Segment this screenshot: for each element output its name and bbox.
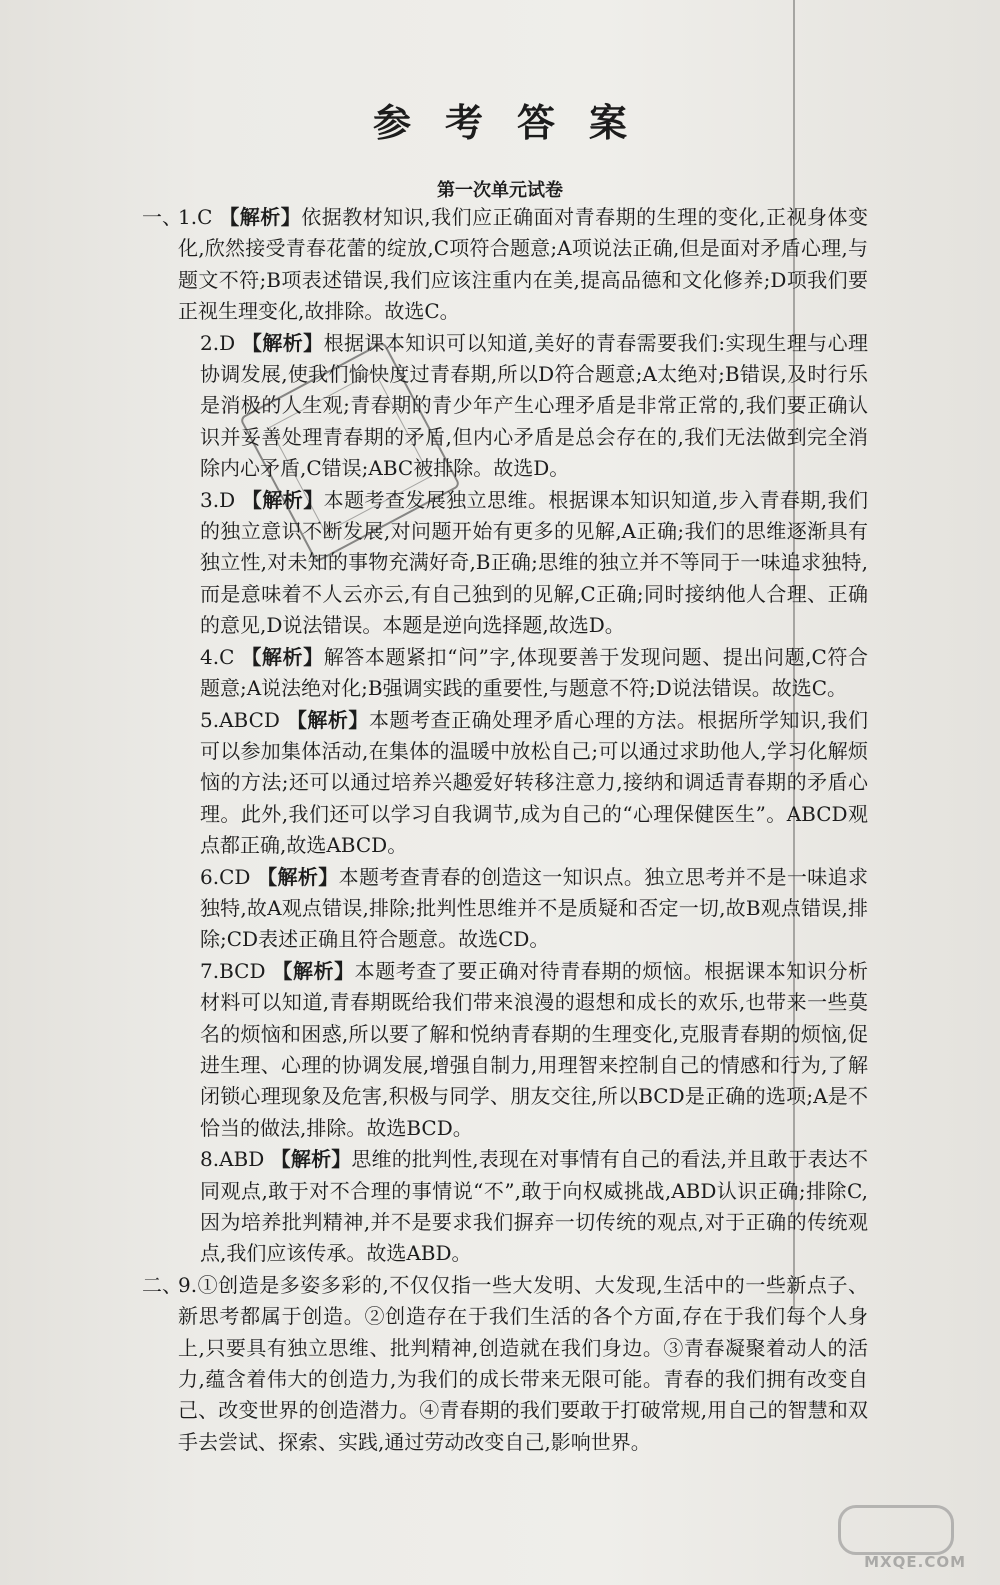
answer-item-6: [178, 862, 868, 956]
section-prefix: 二、: [142, 1272, 182, 1297]
answer-number: 4.C: [200, 644, 235, 669]
section-one: [142, 202, 869, 1270]
answer-item-9: [178, 1270, 868, 1458]
answer-number: 5.ABCD: [200, 707, 280, 732]
analysis-tag: 【解析】: [270, 1147, 352, 1172]
answer-text: 本题考查发展独立思维。根据课本知识知道,步入青春期,我们的独立意识不断发展,对问题开始有更多的见解,A正确;我们的思维逐渐具有独立性,对未知的事物充满好奇,B正确;思维的独立并不等同于一味追求独特,而是意味着不人云亦云,有自己独到的见解,C正确;同时接纳他人合理、正确的意见,D说法错误。本题是逆向选择题,故选D。: [200, 487, 869, 638]
page-title: 参考答案: [372, 100, 661, 145]
answer-text: 解答本题紧扣“问”字,体现要善于发现问题、提出问题,C符合题意;A说法绝对化;B强调实践的重要性,与题意不符;D说法错误。故选C。: [200, 644, 869, 701]
answer-item-8: [178, 1144, 868, 1270]
watermark-logo: [838, 1505, 954, 1555]
answer-number: 7.BCD: [200, 958, 266, 983]
watermark-text: MXQE.COM: [864, 1553, 966, 1571]
section-two: [142, 1270, 868, 1458]
answer-number: 9.: [178, 1272, 198, 1297]
answer-item-5: [178, 705, 868, 862]
answer-number: 2.D: [200, 330, 236, 355]
site-watermark: [822, 1505, 972, 1575]
answer-item-3: [178, 485, 868, 642]
answer-item-7: [178, 956, 868, 1144]
analysis-tag: 【解析】: [241, 487, 324, 512]
answer-text: 本题考查了要正确对待青春期的烦恼。根据课本知识分析材料可以知道,青春期既给我们带来浪漫的遐想和成长的欢乐,也带来一些莫名的烦恼和困惑,所以要了解和悦纳青春期的生理变化,克服青春期的烦恼,促进生理、心理的协调发展,增强自制力,用理智来控制自己的情感和行为,了解闭锁心理现象及危害,积极与同学、朋友交往,所以BCD是正确的选项;A是不恰当的做法,排除。故选BCD。: [200, 958, 869, 1140]
answer-text: 本题考查正确处理矛盾心理的方法。根据所学知识,我们可以参加集体活动,在集体的温暖中放松自己;可以通过求助他人,学习化解烦恼的方法;还可以通过培养兴趣爱好转移注意力,接纳和调适青春期的矛盾心理。此外,我们还可以学习自我调节,成为自己的“心理保健医生”。ABCD观点都正确,故选ABCD。: [200, 707, 869, 858]
analysis-tag: 【解析】: [286, 707, 369, 732]
answer-number: 6.CD: [200, 864, 251, 889]
analysis-tag: 【解析】: [272, 958, 355, 983]
answer-number: 8.ABD: [200, 1147, 265, 1172]
section-prefix: 一、: [142, 205, 182, 229]
analysis-tag: 【解析】: [241, 644, 324, 669]
answer-text: 思维的批判性,表现在对事情有自己的看法,并且敢于表达不同观点,敢于对不合理的事情说“不”,敢于向权威挑战,ABD认识正确;排除C,因为培养批判精神,并不是要求我们摒弃一切传统的观点,对于正确的传统观点,我们应该传承。故选ABD。: [200, 1147, 869, 1266]
analysis-tag: 【解析】: [257, 864, 339, 889]
answer-item-4: [178, 642, 868, 705]
analysis-tag: 【解析】: [241, 330, 324, 355]
answer-number: 1.C: [178, 205, 213, 229]
analysis-tag: 【解析】: [219, 205, 302, 229]
answer-item-2: [178, 328, 868, 485]
answer-text: 根据课本知识可以知道,美好的青春需要我们:实现生理与心理协调发展,使我们愉快度过青春期,所以D符合题意;A太绝对;B错误,及时行乐是消极的人生观;青春期的青少年产生心理矛盾是非常正常的,我们要正确认识并妥善处理青春期的矛盾,但内心矛盾是总会存在的,我们无法做到完全消除内心矛盾,C错误;ABC被排除。故选D。: [200, 330, 869, 481]
answer-number: 3.D: [200, 487, 236, 512]
answer-text: 依据教材知识,我们应正确面对青春期的生理的变化,正视身体变化,欣然接受青春花蕾的绽放,C项符合题意;A项说法正确,但是面对矛盾心理,与题文不符;B项表述错误,我们应该注重内在美,提高品德和文化修养;D项我们要正视生理变化,故排除。故选C。: [178, 205, 869, 324]
answer-text: ①创造是多姿多彩的,不仅仅指一些大发明、大发现,生活中的一些新点子、新思考都属于创造。②创造存在于我们生活的各个方面,存在于我们每个人身上,只要具有独立思维、批判精神,创造就在我们身边。③青春凝聚着动人的活力,蕴含着伟大的创造力,为我们的成长带来无限可能。青春的我们拥有改变自己、改变世界的创造潜力。④青春期的我们要敢于打破常规,用自己的智慧和双手去尝试、探索、实践,通过劳动改变自己,影响世界。: [178, 1272, 868, 1454]
answer-item-1: [178, 202, 868, 328]
answer-text: 本题考查青春的创造这一知识点。独立思考并不是一味追求独特,故A观点错误,排除;批判性思维并不是质疑和否定一切,故B观点错误,排除;CD表述正确且符合题意。故选CD。: [200, 864, 869, 952]
answer-content: [142, 202, 869, 1458]
section-subtitle: 第一次单元试卷: [437, 180, 563, 201]
